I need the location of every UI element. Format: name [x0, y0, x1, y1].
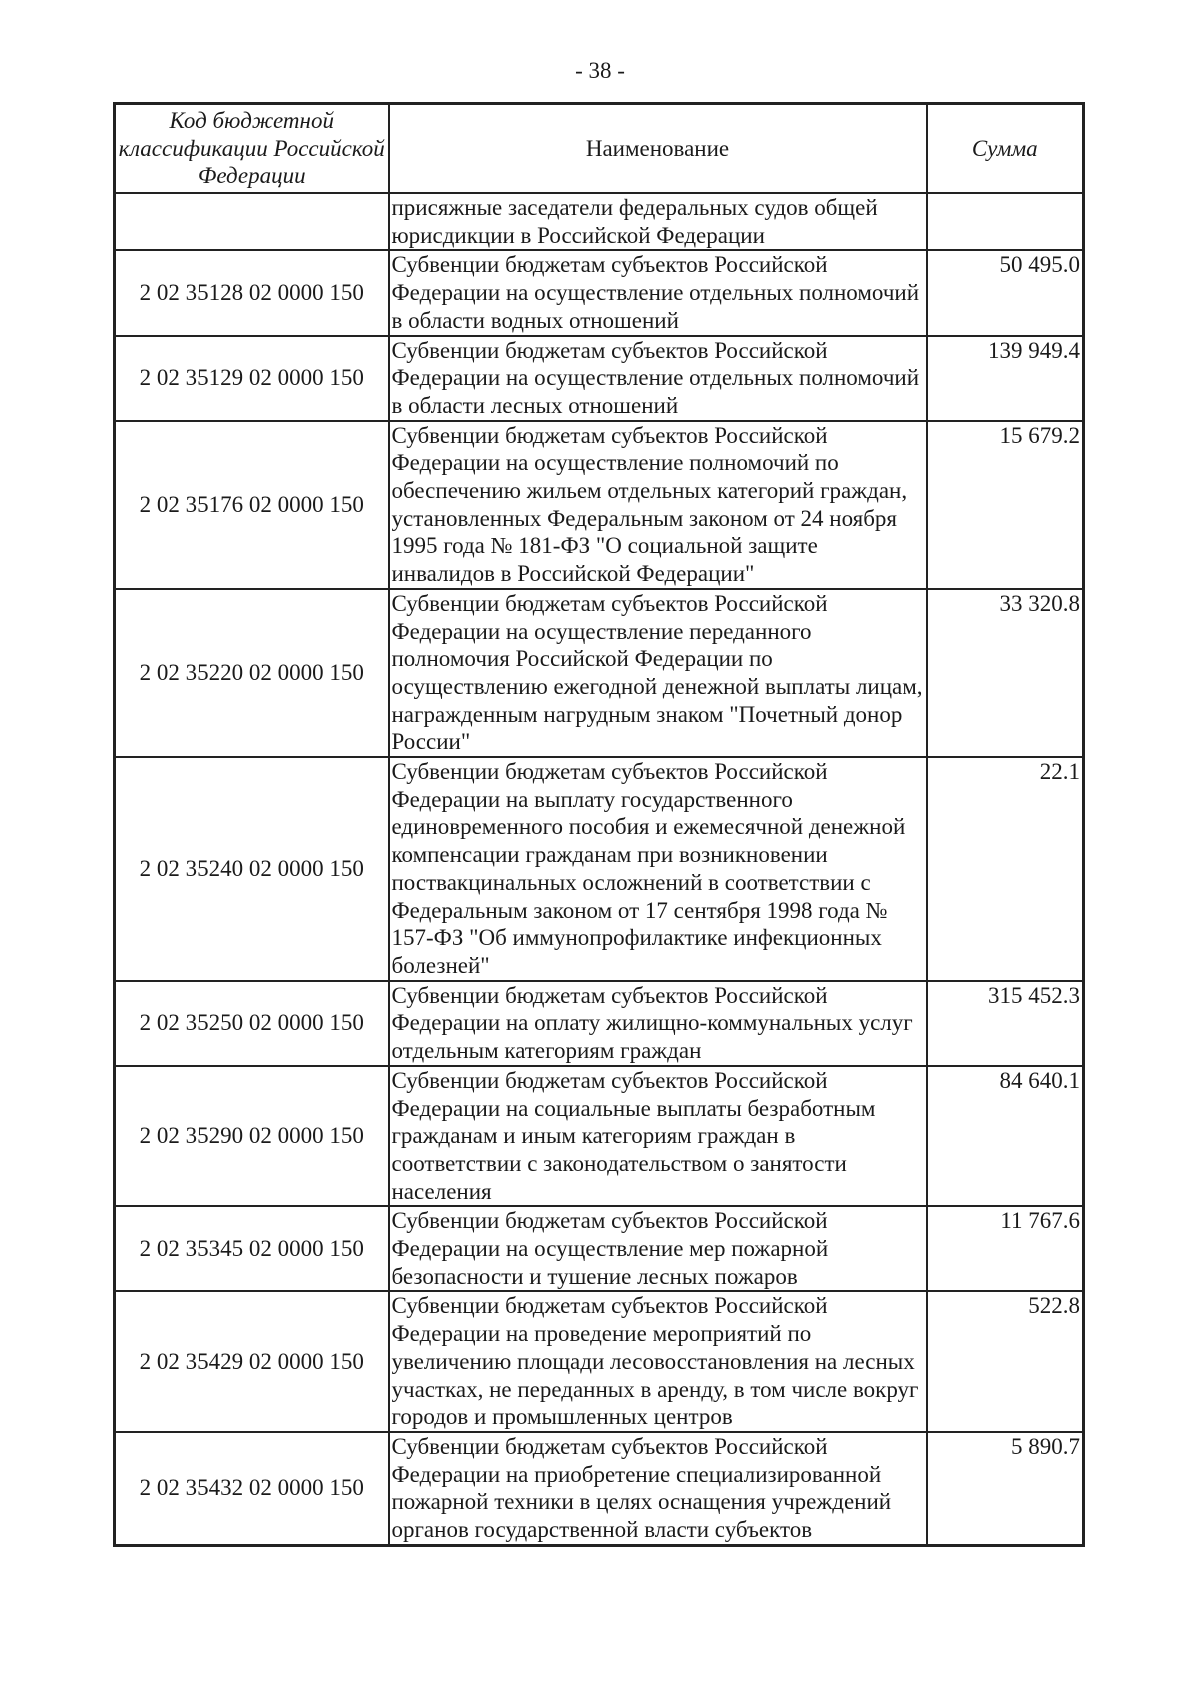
- row-sum: [927, 193, 1084, 250]
- row-name: Субвенции бюджетам субъектов Российской Федерации на осуществление переданного полномочия Российской Федерации по осуществлению ежегодной денежной выплаты лицам, награжденным нагрудным знаком "Почетный донор России": [389, 589, 927, 757]
- row-name: Субвенции бюджетам субъектов Российской Федерации на осуществление полномочий по обеспечению жильем отдельных категорий граждан, установленных Федеральным законом от 24 ноября 1995 года № 181-ФЗ "О социальной защите инвалидов в Российской Федерации": [389, 421, 927, 589]
- header-name: Наименование: [389, 104, 927, 194]
- row-code: 2 02 35345 02 0000 150: [115, 1206, 389, 1291]
- table-row: [115, 336, 1084, 421]
- row-sum: 5 890.7: [927, 1432, 1084, 1545]
- row-name: Субвенции бюджетам субъектов Российской Федерации на выплату государственного единовременного пособия и ежемесячной денежной компенсации гражданам при возникновении поствакцинальных осложнений в соответствии с Федеральным законом от 17 сентября 1998 года № 157-ФЗ "Об иммунопрофилактике инфекционных болезней": [389, 757, 927, 981]
- row-name: Субвенции бюджетам субъектов Российской Федерации на осуществление отдельных полномочий в области лесных отношений: [389, 336, 927, 421]
- page-number: - 38 -: [575, 58, 625, 83]
- table-header-row: [115, 104, 1084, 194]
- table-row: [115, 1432, 1084, 1545]
- header-sum: Сумма: [927, 104, 1084, 194]
- row-sum: 22.1: [927, 757, 1084, 981]
- row-code: 2 02 35129 02 0000 150: [115, 336, 389, 421]
- row-code: 2 02 35290 02 0000 150: [115, 1066, 389, 1207]
- table-row: [115, 421, 1084, 589]
- row-code: 2 02 35432 02 0000 150: [115, 1432, 389, 1545]
- header-code: Код бюджетной классификации Российской Федерации: [115, 104, 389, 194]
- table-row: [115, 1206, 1084, 1291]
- row-code: 2 02 35176 02 0000 150: [115, 421, 389, 589]
- row-code: 2 02 35128 02 0000 150: [115, 250, 389, 335]
- row-code: [115, 193, 389, 250]
- table-row: [115, 1291, 1084, 1432]
- table-row: [115, 981, 1084, 1066]
- row-code: 2 02 35220 02 0000 150: [115, 589, 389, 757]
- row-sum: 522.8: [927, 1291, 1084, 1432]
- row-sum: 84 640.1: [927, 1066, 1084, 1207]
- row-sum: 15 679.2: [927, 421, 1084, 589]
- table-row: [115, 193, 1084, 250]
- row-sum: 139 949.4: [927, 336, 1084, 421]
- row-name: Субвенции бюджетам субъектов Российской Федерации на осуществление отдельных полномочий в области водных отношений: [389, 250, 927, 335]
- table-row: [115, 757, 1084, 981]
- row-name: Субвенции бюджетам субъектов Российской Федерации на оплату жилищно-коммунальных услуг отдельным категориям граждан: [389, 981, 927, 1066]
- row-name: Субвенции бюджетам субъектов Российской Федерации на осуществление мер пожарной безопасности и тушение лесных пожаров: [389, 1206, 927, 1291]
- budget-table: [113, 102, 1085, 1547]
- table-row: [115, 589, 1084, 757]
- row-code: 2 02 35429 02 0000 150: [115, 1291, 389, 1432]
- row-sum: 33 320.8: [927, 589, 1084, 757]
- row-name: Субвенции бюджетам субъектов Российской Федерации на приобретение специализированной пожарной техники в целях оснащения учреждений органов государственной власти субъектов: [389, 1432, 927, 1545]
- table-row: [115, 1066, 1084, 1207]
- row-code: 2 02 35240 02 0000 150: [115, 757, 389, 981]
- row-sum: 315 452.3: [927, 981, 1084, 1066]
- row-name: присяжные заседатели федеральных судов общей юрисдикции в Российской Федерации: [389, 193, 927, 250]
- row-name: Субвенции бюджетам субъектов Российской Федерации на проведение мероприятий по увеличению площади лесовосстановления на лесных участках, не переданных в аренду, в том числе вокруг городов и промышленных центров: [389, 1291, 927, 1432]
- table-row: [115, 250, 1084, 335]
- row-code: 2 02 35250 02 0000 150: [115, 981, 389, 1066]
- row-name: Субвенции бюджетам субъектов Российской Федерации на социальные выплаты безработным гражданам и иным категориям граждан в соответствии с законодательством о занятости населения: [389, 1066, 927, 1207]
- row-sum: 50 495.0: [927, 250, 1084, 335]
- row-sum: 11 767.6: [927, 1206, 1084, 1291]
